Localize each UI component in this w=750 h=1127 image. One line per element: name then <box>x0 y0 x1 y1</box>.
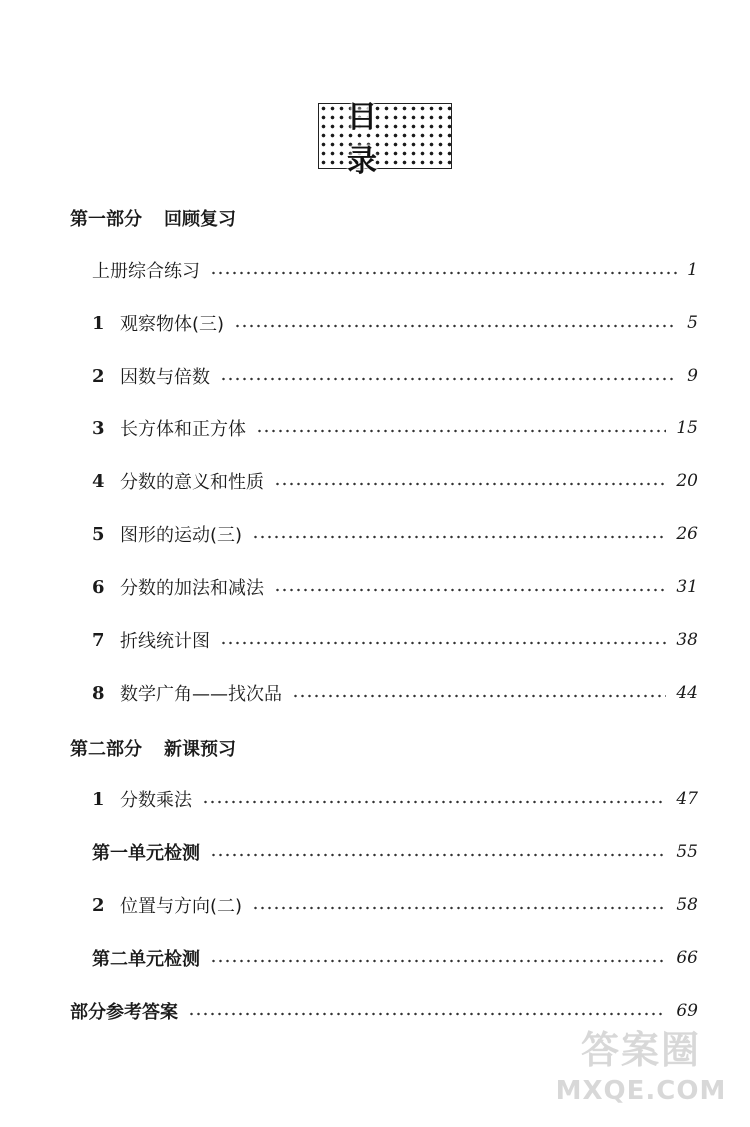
toc-page-number: 69 <box>676 1001 698 1021</box>
part2-label: 第二部分 <box>70 739 142 760</box>
toc-item-number: 1 <box>92 788 105 810</box>
toc-row[interactable] <box>92 257 698 283</box>
toc-row[interactable] <box>92 415 698 441</box>
toc-item-number: 7 <box>92 629 105 651</box>
part2-name: 新课预习 <box>164 739 236 760</box>
toc-page-number: 55 <box>676 842 698 862</box>
toc-item-number: 4 <box>92 470 105 492</box>
toc-item-label: 位置与方向(二) <box>120 896 243 917</box>
toc-row[interactable] <box>92 310 698 336</box>
toc-row[interactable] <box>92 521 698 547</box>
leader-dots <box>210 959 666 963</box>
leader-dots <box>210 853 666 857</box>
toc-title-box <box>318 100 452 179</box>
toc-page-number: 20 <box>676 471 698 491</box>
toc-page-number: 58 <box>676 895 698 915</box>
leader-dots <box>292 694 666 698</box>
toc-item-label: 长方体和正方体 <box>120 419 246 440</box>
toc-row[interactable] <box>92 363 698 389</box>
toc-row[interactable] <box>92 680 698 706</box>
toc-item-label: 数学广角——找次品 <box>120 684 282 705</box>
toc-page-number: 47 <box>676 789 698 809</box>
toc-item-label: 观察物体(三) <box>120 314 225 335</box>
toc-item-number: 3 <box>92 417 105 439</box>
toc-item-label: 第一单元检测 <box>92 843 200 864</box>
toc-page-number: 15 <box>676 418 698 438</box>
leader-dots <box>274 482 666 486</box>
part1-header <box>70 205 236 231</box>
toc-page-number: 26 <box>676 524 698 544</box>
toc-page-number: 1 <box>687 260 698 280</box>
leader-dots <box>220 641 666 645</box>
toc-page-number: 66 <box>676 948 698 968</box>
toc-item-label: 部分参考答案 <box>70 1002 178 1023</box>
toc-page-number: 5 <box>687 313 698 333</box>
leader-dots <box>188 1012 666 1016</box>
toc-row[interactable] <box>92 627 698 653</box>
toc-item-label: 因数与倍数 <box>120 367 210 388</box>
toc-page-number: 9 <box>687 366 698 386</box>
toc-item-number: 5 <box>92 523 105 545</box>
leader-dots <box>252 535 666 539</box>
toc-page-number: 31 <box>676 577 698 597</box>
toc-page-number: 38 <box>676 630 698 650</box>
toc-title: 目录 <box>347 100 405 179</box>
leader-dots <box>274 588 666 592</box>
leader-dots <box>256 429 666 433</box>
toc-item-number: 8 <box>92 682 105 704</box>
toc-row[interactable] <box>92 786 698 812</box>
watermark-url: MXQE.COM <box>555 1076 727 1106</box>
toc-item-label: 折线统计图 <box>120 631 210 652</box>
part1-name: 回顾复习 <box>164 209 236 230</box>
toc-row[interactable] <box>92 892 698 918</box>
watermark-logo: 答案圈 <box>580 1028 701 1072</box>
toc-item-label: 分数的加法和减法 <box>120 578 264 599</box>
toc-item-label: 第二单元检测 <box>92 949 200 970</box>
toc-page-number: 44 <box>676 683 698 703</box>
toc-item-label: 分数乘法 <box>120 790 192 811</box>
leader-dots <box>202 800 666 804</box>
leader-dots <box>220 377 677 381</box>
toc-row[interactable] <box>92 574 698 600</box>
watermark <box>546 1019 736 1119</box>
leader-dots <box>210 271 677 275</box>
toc-item-number: 2 <box>92 365 105 387</box>
toc-item-number: 2 <box>92 894 105 916</box>
leader-dots <box>252 906 666 910</box>
toc-row[interactable] <box>92 839 698 865</box>
toc-item-number: 6 <box>92 576 105 598</box>
leader-dots <box>234 324 677 328</box>
toc-item-label: 分数的意义和性质 <box>120 472 264 493</box>
part2-header <box>70 735 236 761</box>
part1-label: 第一部分 <box>70 209 142 230</box>
toc-item-label: 图形的运动(三) <box>120 525 243 546</box>
toc-item-label: 上册综合练习 <box>92 261 200 282</box>
toc-item-number: 1 <box>92 312 105 334</box>
toc-row[interactable] <box>92 468 698 494</box>
toc-row[interactable] <box>92 945 698 971</box>
